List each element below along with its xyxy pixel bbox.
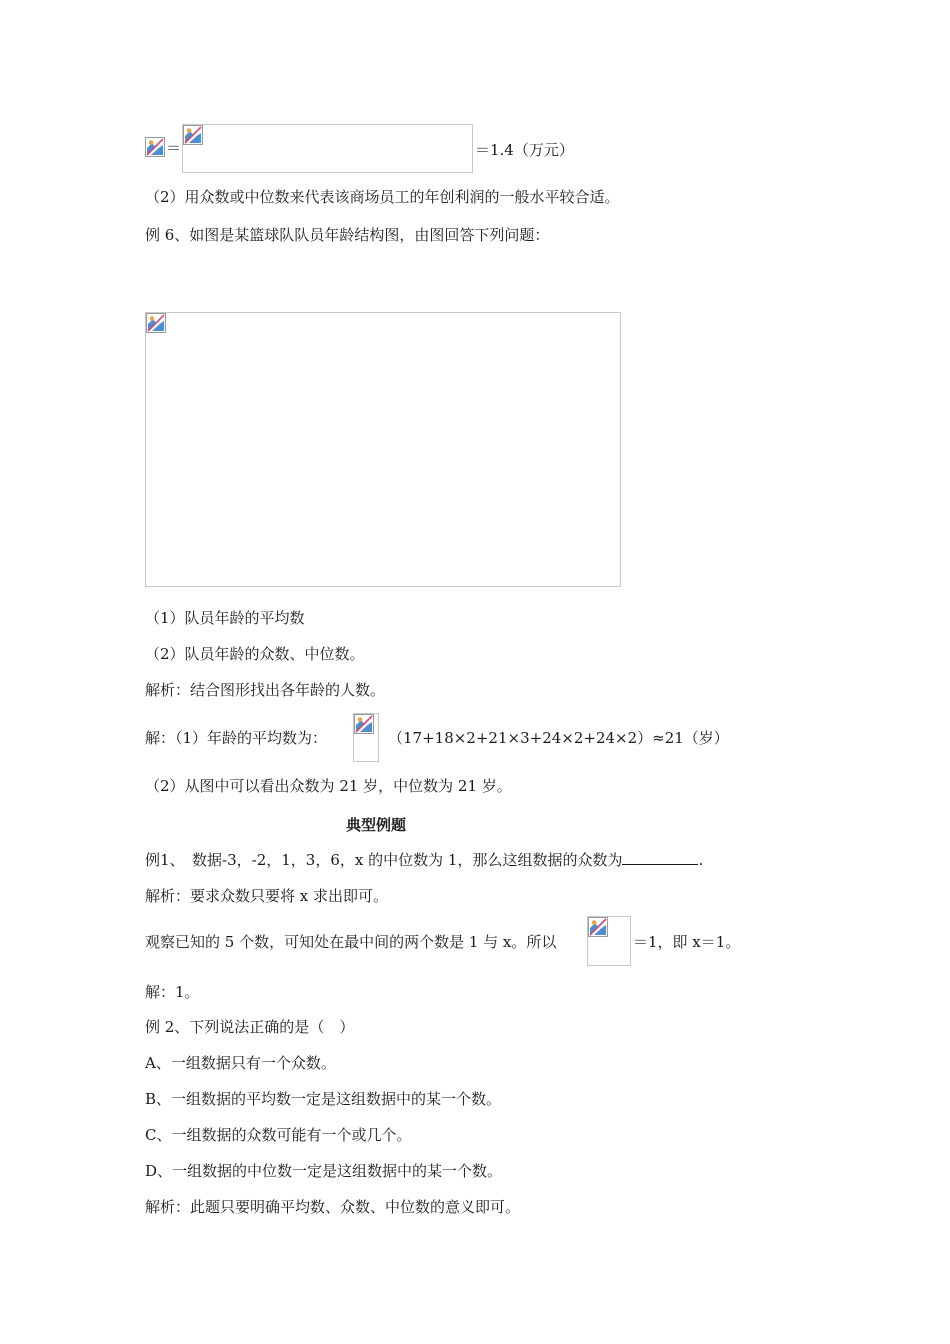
observation-text: 观察已知的 5 个数，可知处在最中间的两个数是 1 与 x。所以 bbox=[145, 933, 557, 951]
option-b: B、一组数据的平均数一定是这组数据中的某一个数。 bbox=[145, 1090, 502, 1108]
broken-image-icon bbox=[354, 714, 374, 734]
example-2-prompt: 例 2、下列说法正确的是（ ） bbox=[145, 1018, 355, 1036]
fraction-image bbox=[353, 713, 379, 762]
example-1-text: 例1、 数据-3，-2，1，3，6，x 的中位数为 1，那么这组数据的众数为 bbox=[145, 851, 623, 869]
observation-result: ＝1，即 x＝1。 bbox=[633, 933, 741, 951]
text-line: （2）用众数或中位数来代表该商场员工的年创利润的一般水平较合适。 bbox=[145, 188, 620, 206]
example-1-answer: 解：1。 bbox=[145, 983, 200, 1001]
option-d: D、一组数据的中位数一定是这组数据中的某一个数。 bbox=[145, 1162, 503, 1180]
broken-image-icon bbox=[145, 137, 165, 157]
solution-1-expression: （17+18×2+21×3+24×2+24×2）≈21（岁） bbox=[388, 729, 729, 747]
analysis: 解析：结合图形找出各年龄的人数。 bbox=[145, 681, 386, 699]
option-c: C、一组数据的众数可能有一个或几个。 bbox=[145, 1126, 412, 1144]
broken-image-icon bbox=[588, 917, 608, 937]
section-heading: 典型例题 bbox=[346, 816, 407, 834]
option-a: A、一组数据只有一个众数。 bbox=[145, 1054, 336, 1072]
solution-2: （2）从图中可以看出众数为 21 岁，中位数为 21 岁。 bbox=[145, 777, 512, 795]
question-1: （1）队员年龄的平均数 bbox=[145, 609, 305, 627]
example-2-analysis: 解析：此题只要明确平均数、众数、中位数的意义即可。 bbox=[145, 1198, 521, 1216]
example-1 bbox=[145, 850, 703, 870]
equals-sign: ＝ bbox=[166, 139, 182, 157]
formula-image bbox=[182, 124, 473, 173]
question-2: （2）队员年龄的众数、中位数。 bbox=[145, 645, 365, 663]
median-formula-image bbox=[587, 916, 631, 966]
age-chart-image bbox=[145, 312, 621, 587]
example-1-period: . bbox=[698, 851, 704, 869]
solution-1-label: 解：（1）年龄的平均数为： bbox=[145, 729, 328, 747]
formula-result: ＝1.4（万元） bbox=[475, 141, 574, 159]
broken-image-icon bbox=[183, 125, 203, 145]
example-1-analysis: 解析：要求众数只要将 x 求出即可。 bbox=[145, 887, 388, 905]
answer-blank bbox=[622, 850, 698, 865]
broken-image-icon bbox=[146, 313, 166, 333]
example-6-prompt: 例 6、如图是某篮球队队员年龄结构图，由图回答下列问题： bbox=[145, 226, 550, 244]
